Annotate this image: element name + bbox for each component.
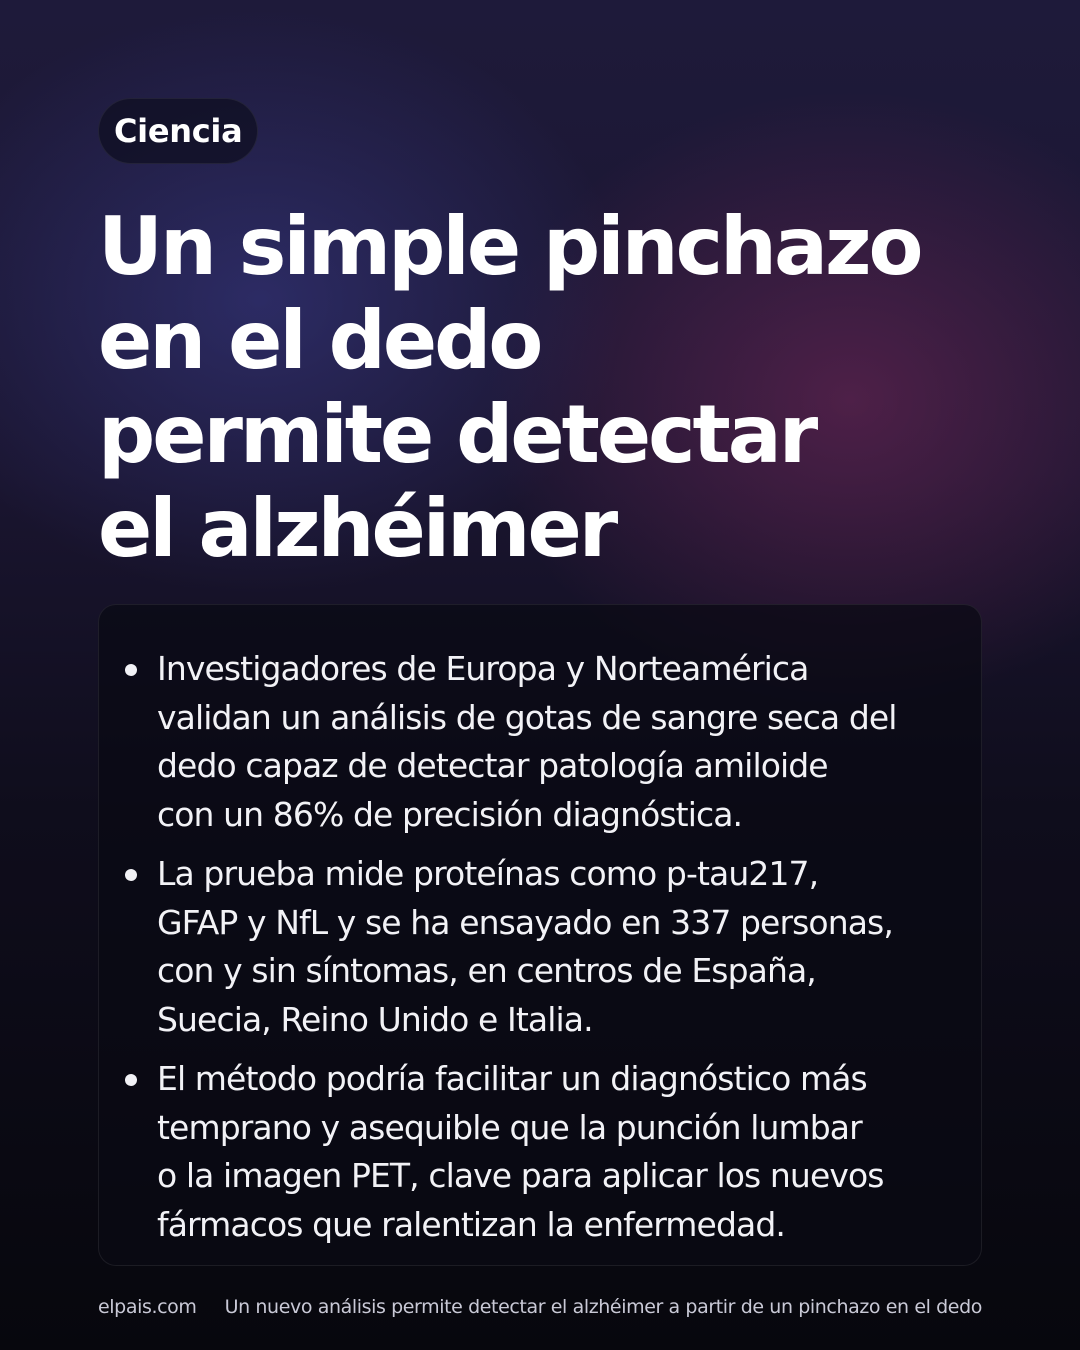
category-tag: Ciencia: [98, 98, 258, 164]
bullet-line: temprano y asequible que la punción lumbar: [157, 1107, 862, 1147]
footer: [98, 1296, 982, 1318]
bullet-dot-icon: [125, 664, 137, 676]
bullet-line: La prueba mide proteínas como p-tau217,: [157, 854, 819, 893]
bullet-text: [157, 850, 955, 1044]
bullet-text: [157, 1055, 955, 1249]
bullet-line: con un 86% de precisión diagnóstica.: [157, 794, 743, 834]
bullet-line: validan un análisis de gotas de sangre seca del: [157, 697, 897, 737]
headline-line: el alzhéimer: [98, 482, 616, 575]
bullet-text: [157, 645, 955, 839]
bullet-line: Suecia, Reino Unido e Italia.: [157, 999, 593, 1039]
source-link[interactable]: elpais.com: [98, 1296, 197, 1318]
bullet-line: GFAP y NfL y se ha ensayado en 337 personas,: [157, 902, 893, 942]
bullet-line: fármacos que ralentizan la enfermedad.: [157, 1204, 785, 1244]
headline: [98, 200, 998, 576]
bullet-line: con y sin síntomas, en centros de España,: [157, 951, 816, 990]
summary-panel: [98, 604, 982, 1266]
bullet-line: dedo capaz de detectar patología amiloide: [157, 746, 828, 785]
bullet-dot-icon: [125, 1074, 137, 1086]
bullet-dot-icon: [125, 869, 137, 881]
summary-list: [125, 645, 955, 1249]
bullet-line: El método podría facilitar un diagnóstico más: [157, 1059, 867, 1098]
summary-bullet: [125, 850, 955, 1044]
bullet-line: o la imagen PET, clave para aplicar los nuevos: [157, 1156, 884, 1195]
headline-line: permite detectar: [98, 388, 816, 481]
summary-bullet: [125, 645, 955, 839]
footer-caption: Un nuevo análisis permite detectar el alzhéimer a partir de un pinchazo en el dedo: [224, 1296, 982, 1318]
headline-line: Un simple pinchazo: [98, 200, 921, 293]
bullet-line: Investigadores de Europa y Norteamérica: [157, 649, 809, 688]
summary-bullet: [125, 1055, 955, 1249]
headline-line: en el dedo: [98, 294, 541, 387]
